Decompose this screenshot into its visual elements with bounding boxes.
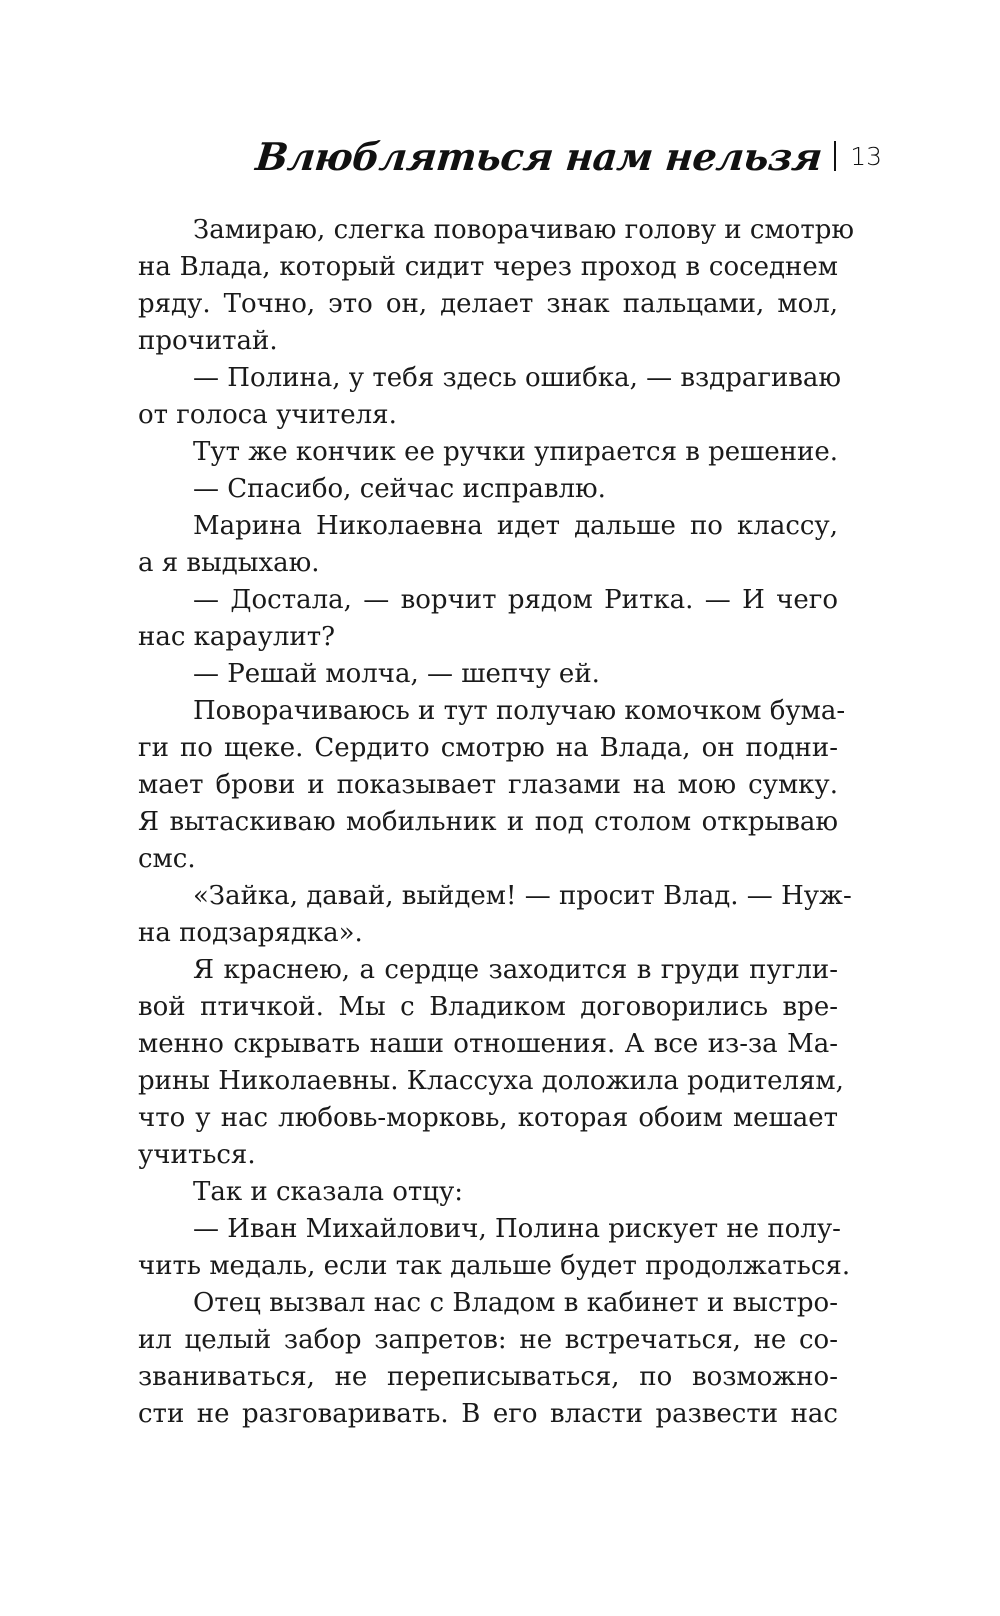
text-line: — Решай молча, — шепчу ей. bbox=[193, 659, 600, 689]
text-line: вой птичкой. Мы с Владиком договорились вре- bbox=[138, 992, 838, 1022]
text-line: учиться. bbox=[138, 1140, 256, 1170]
text-line: менно скрывать наши отношения. А все из-за Ма- bbox=[138, 1029, 838, 1059]
text-line: сти не разговаривать. В его власти развести нас bbox=[138, 1399, 838, 1429]
text-line: нас караулит? bbox=[138, 622, 336, 652]
text-line: Замираю, слегка поворачиваю голову и смотрю bbox=[193, 215, 854, 245]
text-line: — Иван Михайлович, Полина рискует не полу- bbox=[193, 1214, 841, 1244]
text-line: от голоса учителя. bbox=[138, 400, 397, 430]
text-line: Поворачиваюсь и тут получаю комочком бума- bbox=[193, 696, 846, 726]
text-line: «Зайка, давай, выйдем! — просит Влад. — Нуж- bbox=[193, 881, 852, 911]
page-header bbox=[256, 128, 882, 184]
text-line: а я выдыхаю. bbox=[138, 548, 320, 578]
text-line: — Полина, у тебя здесь ошибка, — вздрагиваю bbox=[193, 363, 842, 393]
text-line: — Спасибо, сейчас исправлю. bbox=[193, 474, 606, 504]
page-number: 13 bbox=[850, 141, 882, 171]
text-line: мает брови и показывает глазами на мою сумку. bbox=[138, 770, 838, 800]
text-line: что у нас любовь-морковь, которая обоим мешает bbox=[138, 1103, 838, 1133]
text-line: смс. bbox=[138, 844, 196, 874]
text-line: Марина Николаевна идет дальше по классу, bbox=[193, 511, 838, 541]
text-line: Тут же кончик ее ручки упирается в решение. bbox=[193, 437, 839, 467]
header-divider bbox=[834, 141, 836, 171]
text-line: — Достала, — ворчит рядом Ритка. — И чего bbox=[193, 585, 838, 615]
text-line: на подзарядка». bbox=[138, 918, 363, 948]
text-line: чить медаль, если так дальше будет продолжаться. bbox=[138, 1251, 851, 1281]
text-line: рины Николаевны. Классуха доложила родителям, bbox=[138, 1066, 844, 1096]
body-text bbox=[138, 212, 854, 1433]
text-line: Так и сказала отцу: bbox=[193, 1177, 464, 1207]
text-line: ил целый забор запретов: не встречаться, не со- bbox=[138, 1325, 838, 1355]
text-line: на Влада, который сидит через проход в соседнем bbox=[138, 252, 838, 282]
running-title: Влюбляться нам нельзя bbox=[254, 133, 825, 179]
text-line: Отец вызвал нас с Владом в кабинет и выстро- bbox=[193, 1288, 838, 1318]
text-line: ряду. Точно, это он, делает знак пальцами, мол, bbox=[138, 289, 838, 319]
text-line: ги по щеке. Сердито смотрю на Влада, он подни- bbox=[138, 733, 838, 763]
text-line: прочитай. bbox=[138, 326, 278, 356]
text-line: званиваться, не переписываться, по возможно- bbox=[138, 1362, 838, 1392]
text-line: Я вытаскиваю мобильник и под столом открываю bbox=[138, 807, 838, 837]
text-line: Я краснею, а сердце заходится в груди пугли- bbox=[193, 955, 838, 985]
